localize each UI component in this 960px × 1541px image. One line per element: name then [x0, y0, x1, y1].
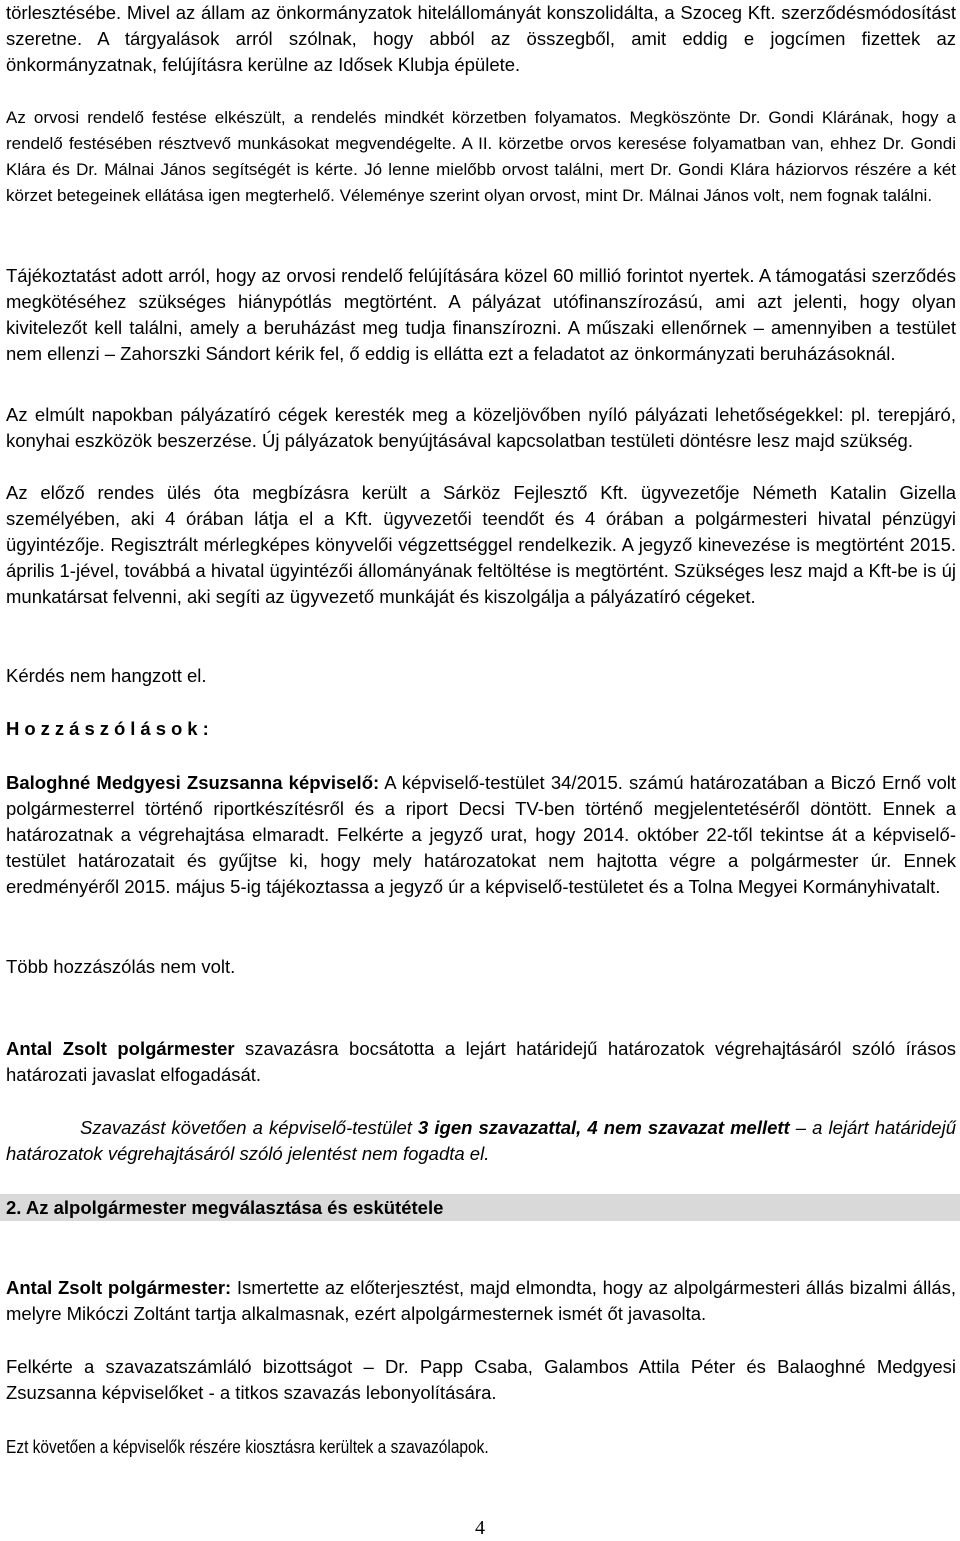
paragraph-tobb-hozzaszolas: Több hozzászólás nem volt.: [6, 956, 236, 977]
speaker-text: Ismertette az előterjesztést, majd elmondta, hogy az alpolgármesteri állás bizalmi állás, melyre Mikóczi Zoltánt tartja alkalmasnak, ezért alpolgármesternek ismét őt javasolta.: [6, 1277, 956, 1324]
paragraph-orvosi-rendelo: Az orvosi rendelő festése elkészült, a rendelés mindkét körzetben folyamatos. Megköszönte Dr. Gondi Klárának, hogy a rendelő festésében résztvevő munkásokat megvendégelte. A II. körzetbe orvos keresése folyamatban van, ehhez Dr. Gondi Klára és Dr. Málnai János segítségét is kérte. Jó lenne mielőbb orvost találni, mert Dr. Gondi Klára háziorvos részére a két körzet betegeinek ellátása igen megterhelő. Véleménye szerint olyan orvost, mint Dr. Málnai János volt, nem fognak találni.: [6, 108, 956, 205]
paragraph-palyazatok: Az elmúlt napokban pályázatíró cégek keresték meg a közeljövőben nyíló pályázati lehetőségekkel: pl. terepjáró, konyhai eszközök beszerzése. Új pályázatok benyújtásával kapcsolatban testületi döntésre lesz majd szükség.: [6, 404, 956, 451]
heading-hozzaszolasok: Hozzászólások:: [6, 718, 214, 739]
resolution-intro: Szavazást követően a képviselő-testület: [80, 1117, 418, 1138]
speaker-text: szavazásra bocsátotta a lejárt határidejű határozatok végrehajtásáról szóló írásos határozati javaslat elfogadását.: [6, 1038, 956, 1085]
speaker-name: Antal Zsolt polgármester:: [6, 1277, 232, 1298]
paragraph-antal-ismertette: [6, 1275, 956, 1327]
paragraph-felujitas: Tájékoztatást adott arról, hogy az orvosi rendelő felújítására közel 60 millió forintot nyertek. A támogatási szerződés megkötéséhez szükséges hiánypótlás megtörtént. A pályázat utófinanszírozású, ami azt jelenti, hogy olyan kivitelezőt kell találni, amely a beruházást meg tudja finanszírozni. A műszaki ellenőrnek – amennyiben a testület nem ellenzi – Zahorszki Sándort kérik fel, ő eddig is ellátta ezt a feladatot az önkormányzati beruházásoknál.: [6, 265, 956, 364]
paragraph-szavazolapok: Ezt követően a képviselők részére kiosztásra kerültek a szavazólapok.: [6, 1437, 489, 1457]
vote-result: 3 igen szavazattal, 4 nem szavazat mellett: [418, 1117, 790, 1138]
paragraph-szavazatszamlalo: Felkérte a szavazatszámláló bizottságot – Dr. Papp Csaba, Galambos Attila Péter és Balaoghné Medgyesi Zsuzsanna képviselőket - a titkos szavazás lebonyolítására.: [6, 1356, 956, 1403]
resolution-text: – a lejárt határidejű határozatok végrehajtásáról szóló jelentést nem fogadta el.: [6, 1117, 956, 1164]
paragraph-sarkoz-kft: Az előző rendes ülés óta megbízásra került a Sárköz Fejlesztő Kft. ügyvezetője Németh Katalin Gizella személyében, aki 4 órában látja el a Kft. ügyvezetői teendőt és 4 órában a polgármesteri hivatal pénzügyi ügyintézője. Regisztrált mérlegképes könyvelői végzettséggel rendelkezik. A jegyző kinevezése is megtörtént 2015. április 1-jével, továbbá a hivatal ügyintézői állományának feltöltése is megtörtént. Szükséges lesz majd a Kft-be is új munkatársat felvenni, aki segíti az ügyvezető munkáját és kiszolgálja a pályázatíró cégeket.: [6, 482, 956, 607]
paragraph-antal-szavazas: [6, 1036, 956, 1088]
page-number: 4: [475, 1517, 485, 1539]
speaker-name: Baloghné Medgyesi Zsuzsanna képviselő:: [6, 772, 380, 793]
section-title: 2. Az alpolgármester megválasztása és eskütétele: [6, 1197, 444, 1218]
paragraph-szavazas-eredmeny: [6, 1115, 956, 1167]
paragraph-kerdes: Kérdés nem hangzott el.: [6, 665, 207, 686]
speaker-text: A képviselő-testület 34/2015. számú határozatában a Biczó Ernő volt polgármesterrel történő riportkészítésről és a riport Decsi TV-ben történő megjelentetéséről döntött. Ennek a határozatnak a végrehajtása elmaradt. Felkérte a jegyző urat, hogy 2014. október 22-től tekintse át a képviselő-testület határozatait és gyűjtse ki, hogy mely határozatokat nem hajtotta végre a polgármester úr. Ennek eredményéről 2015. május 5-ig tájékoztassa a jegyző úr a képviselő-testületet és a Tolna Megyei Kormányhivatalt.: [6, 772, 956, 897]
speaker-name: Antal Zsolt polgármester: [6, 1038, 235, 1059]
paragraph-szoceg: törlesztésébe. Mivel az állam az önkormányzatok hitelállományát konszolidálta, a Szoceg Kft. szerződésmódosítást szeretne. A tárgyalások arról szólnak, hogy abból az összegből, amit eddig e jogcímen fizettek az önkormányzatnak, felújításra kerülne az Idősek Klubja épülete.: [6, 2, 956, 75]
paragraph-baloghne: [6, 770, 956, 900]
